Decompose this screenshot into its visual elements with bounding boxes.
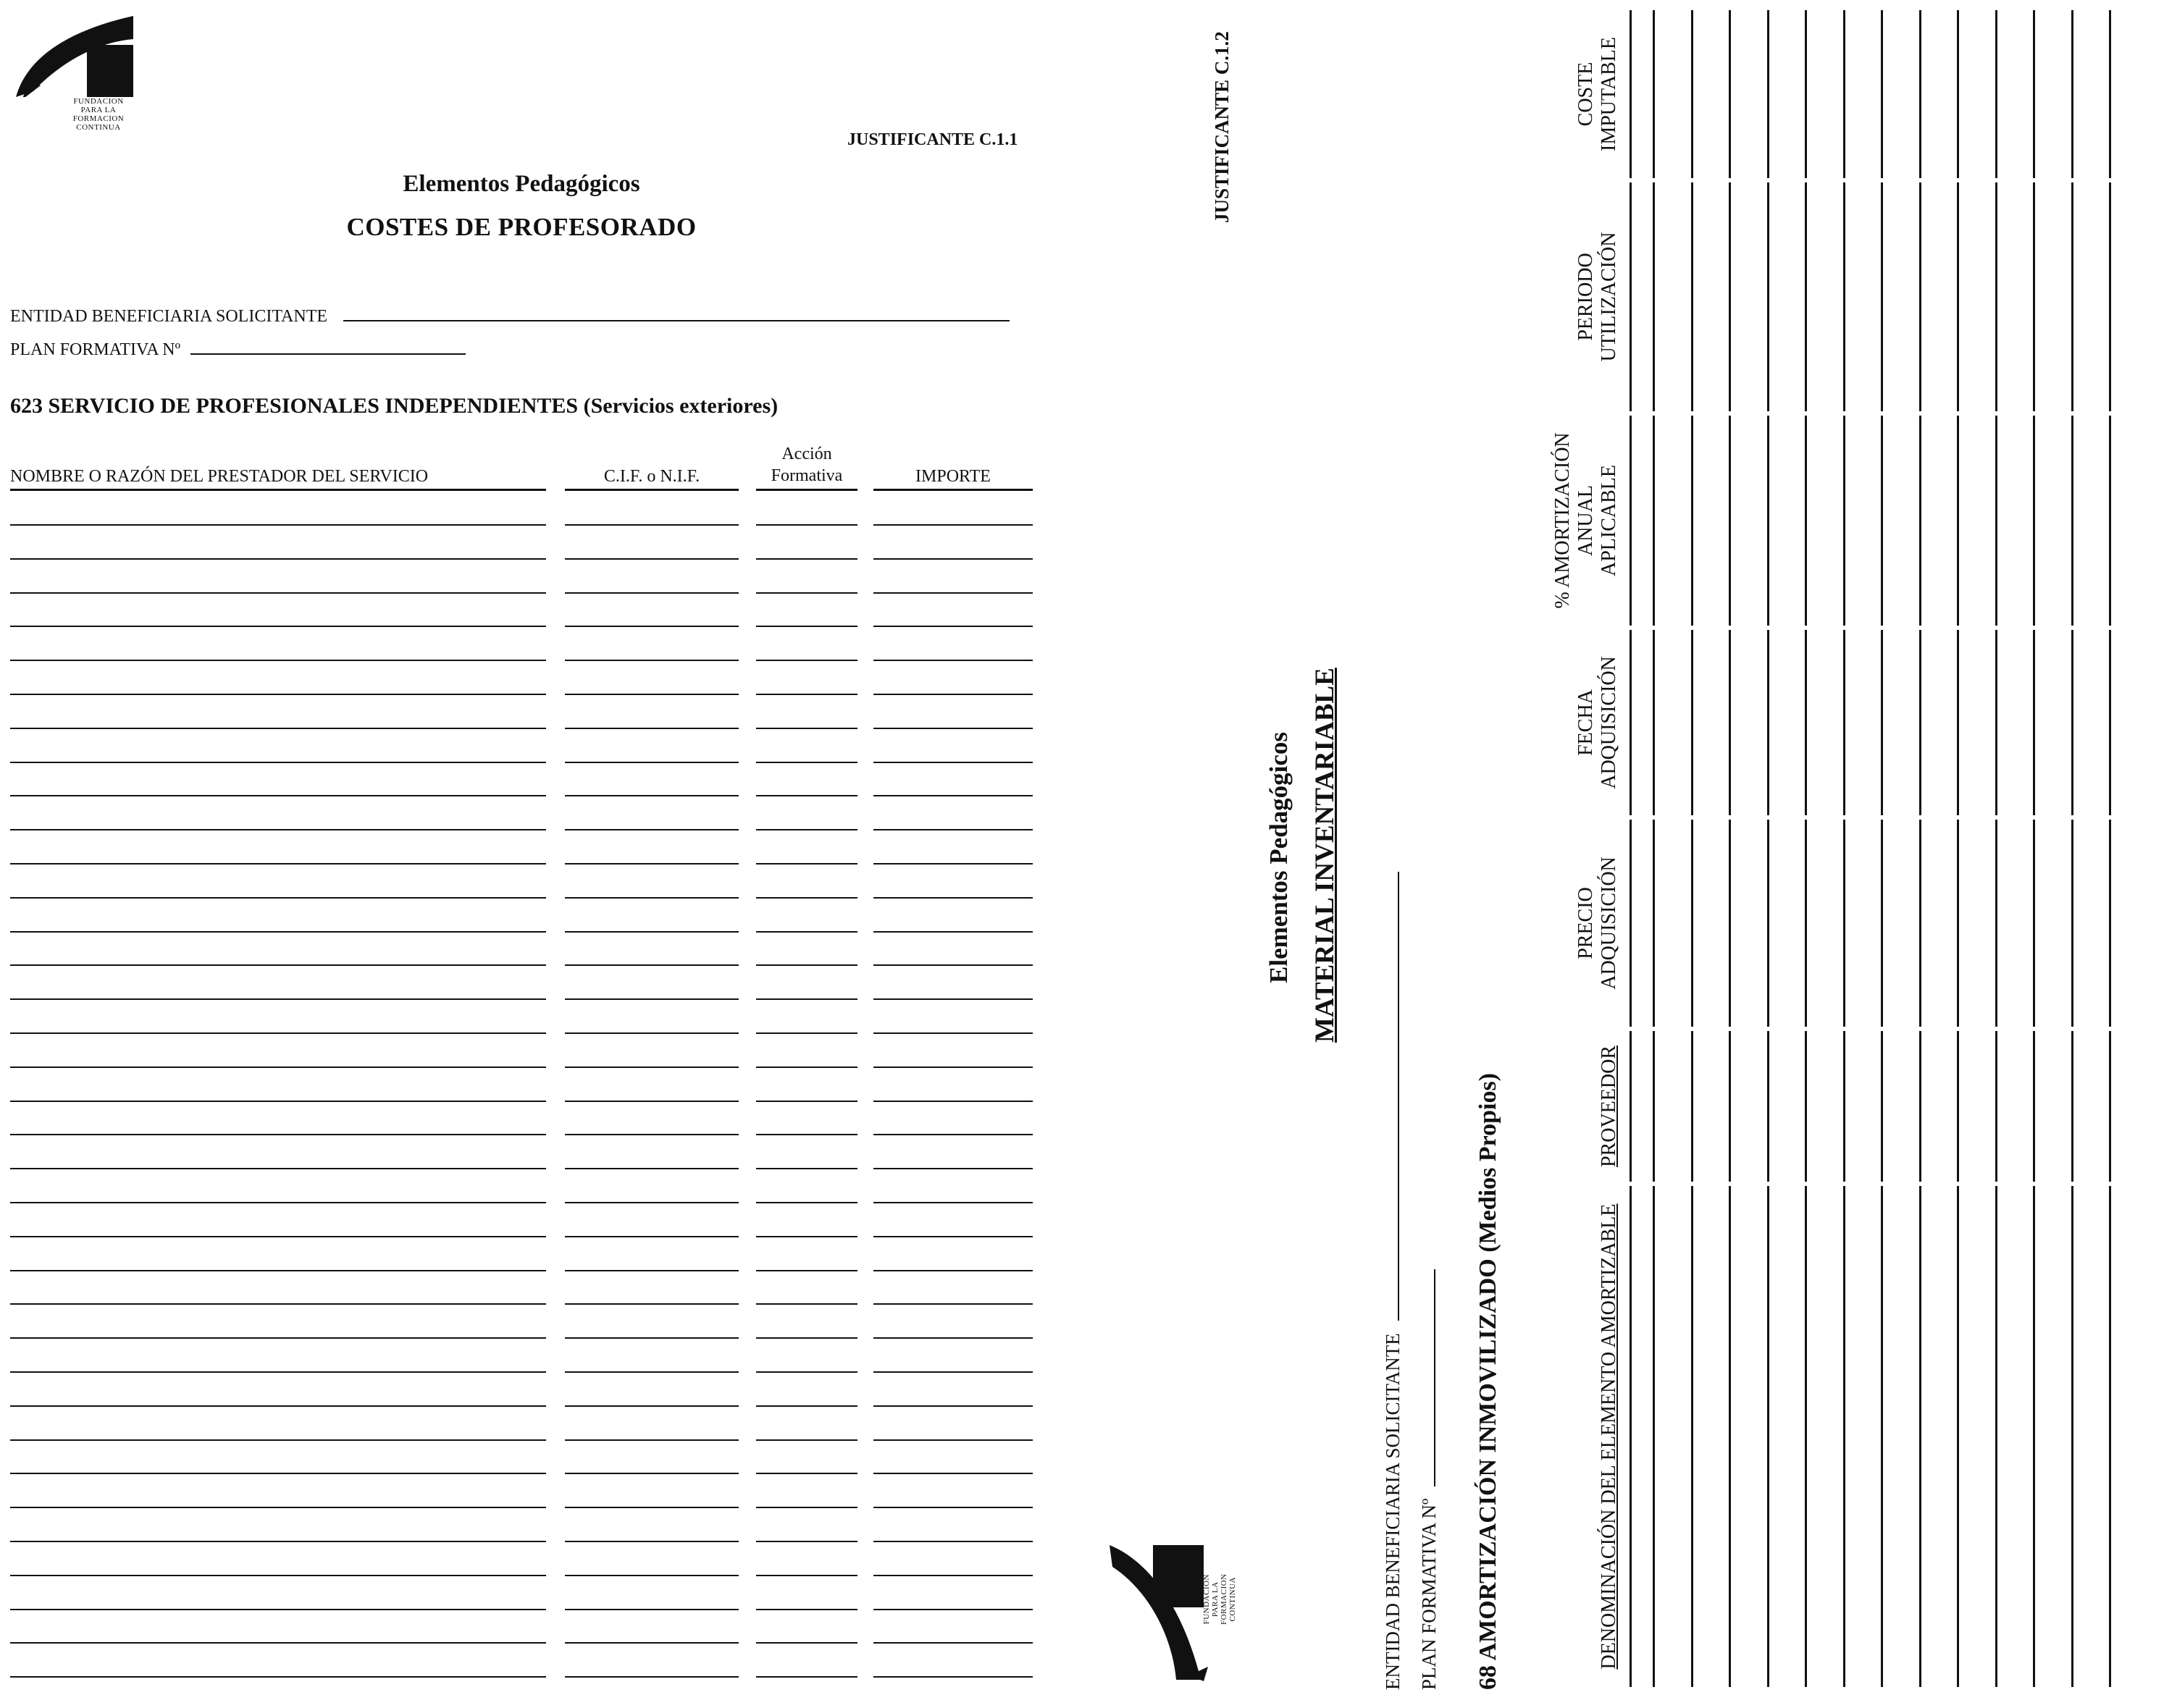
entry-line-importe[interactable] [873, 1270, 1033, 1271]
entry-line-nombre[interactable] [10, 998, 546, 1000]
entry-column-line[interactable] [1919, 630, 1921, 815]
entry-line-nombre[interactable] [10, 592, 546, 594]
entry-line-cif[interactable] [565, 863, 739, 864]
entry-line-nombre[interactable] [10, 728, 546, 729]
entry-line-nombre[interactable] [10, 694, 546, 695]
entidad-field-right [1382, 872, 1404, 1690]
entry-column-line[interactable] [1957, 820, 1959, 1027]
header-band-line-precio [1630, 820, 1632, 1027]
entry-column-line[interactable] [1919, 1186, 1921, 1687]
entry-line-cif[interactable] [565, 1609, 739, 1610]
fundacion-logo-right-icon [1110, 1538, 1211, 1683]
logo-caption: FUNDACION PARA LA FORMACION CONTINUA [72, 97, 125, 132]
entry-line-accion[interactable] [756, 626, 857, 627]
entry-line-importe[interactable] [873, 1067, 1033, 1068]
entry-column-line[interactable] [1957, 10, 1959, 178]
entry-column-line[interactable] [1843, 10, 1845, 178]
entry-line-cif[interactable] [565, 1337, 739, 1339]
entry-line-nombre[interactable] [10, 931, 546, 933]
entry-line-cif[interactable] [565, 1473, 739, 1474]
entry-line-importe[interactable] [873, 1236, 1033, 1237]
entry-column-line[interactable] [2109, 416, 2111, 626]
entry-line-cif[interactable] [565, 1642, 739, 1644]
entry-line-nombre[interactable] [10, 829, 546, 830]
entry-column-line[interactable] [1729, 1031, 1731, 1182]
fundacion-logo-icon [12, 10, 135, 97]
entry-line-importe[interactable] [873, 1032, 1033, 1034]
entry-line-importe[interactable] [873, 762, 1033, 763]
entry-line-nombre[interactable] [10, 1202, 546, 1203]
header-band-line-denominacion [1630, 1186, 1632, 1687]
entry-line-importe[interactable] [873, 660, 1033, 661]
form-subtitle-right: MATERIAL INVENTARIABLE [1310, 668, 1340, 1043]
entry-column-line[interactable] [1653, 416, 1655, 626]
entry-column-line[interactable] [1805, 1031, 1807, 1182]
entry-line-importe[interactable] [873, 524, 1033, 526]
plan-label: PLAN FORMATIVA Nº [10, 340, 181, 359]
entry-line-importe[interactable] [873, 931, 1033, 933]
entry-line-nombre[interactable] [10, 1337, 546, 1339]
entry-column-line[interactable] [1957, 1186, 1959, 1687]
entry-line-importe[interactable] [873, 897, 1033, 899]
entry-line-importe[interactable] [873, 795, 1033, 796]
entry-line-importe[interactable] [873, 1405, 1033, 1407]
entry-line-importe[interactable] [873, 1202, 1033, 1203]
col-header-importe: IMPORTE [915, 467, 991, 486]
entry-column-line[interactable] [1957, 416, 1959, 626]
entry-column-line[interactable] [1843, 630, 1845, 815]
entry-column-line[interactable] [2033, 416, 2035, 626]
entry-line-importe[interactable] [873, 1507, 1033, 1508]
entry-column-line[interactable] [1919, 820, 1921, 1027]
entry-column-line[interactable] [1653, 10, 1655, 178]
entry-line-accion[interactable] [756, 1405, 857, 1407]
entry-column-line[interactable] [1691, 820, 1693, 1027]
entry-column-line[interactable] [1729, 182, 1731, 411]
entry-line-accion[interactable] [756, 795, 857, 796]
entry-line-accion[interactable] [756, 931, 857, 933]
entry-line-cif[interactable] [565, 1303, 739, 1305]
entry-column-line[interactable] [2109, 820, 2111, 1027]
entry-line-accion[interactable] [756, 829, 857, 830]
section-heading-right: 68 AMORTIZACIÓN INMOVILIZADO (Medios Propios) [1475, 1073, 1501, 1690]
entry-column-line[interactable] [2109, 1186, 2111, 1687]
entry-line-accion[interactable] [756, 1371, 857, 1373]
entry-line-accion[interactable] [756, 964, 857, 966]
entry-line-importe[interactable] [873, 1439, 1033, 1441]
entry-line-cif[interactable] [565, 1202, 739, 1203]
entry-line-importe[interactable] [873, 1168, 1033, 1169]
entry-column-line[interactable] [2071, 1031, 2073, 1182]
entry-column-line[interactable] [1843, 820, 1845, 1027]
entry-line-nombre[interactable] [10, 762, 546, 763]
header-band-line-coste [1630, 10, 1632, 178]
entry-line-importe[interactable] [873, 1303, 1033, 1305]
entry-line-cif[interactable] [565, 728, 739, 729]
entry-column-line[interactable] [1805, 1186, 1807, 1687]
entry-column-line[interactable] [1767, 1186, 1769, 1687]
entry-line-accion[interactable] [756, 694, 857, 695]
entry-line-importe[interactable] [873, 1473, 1033, 1474]
entry-column-line[interactable] [1691, 416, 1693, 626]
entry-column-line[interactable] [1805, 630, 1807, 815]
entry-column-line[interactable] [1995, 1031, 1997, 1182]
entry-line-cif[interactable] [565, 931, 739, 933]
header-band-line-proveedor [1630, 1031, 1632, 1182]
entry-column-line[interactable] [1995, 630, 1997, 815]
entry-line-accion[interactable] [756, 1202, 857, 1203]
entry-column-line[interactable] [2071, 10, 2073, 178]
entry-line-importe[interactable] [873, 1642, 1033, 1644]
col-header-nombre: NOMBRE O RAZÓN DEL PRESTADOR DEL SERVICIO [10, 467, 429, 486]
entry-line-nombre[interactable] [10, 964, 546, 966]
entry-line-nombre[interactable] [10, 1642, 546, 1644]
entry-line-cif[interactable] [565, 1270, 739, 1271]
col-header-coste: COSTE IMPUTABLE [1574, 37, 1620, 151]
entry-column-line[interactable] [1767, 1031, 1769, 1182]
entry-line-accion[interactable] [756, 1473, 857, 1474]
entry-line-accion[interactable] [756, 1642, 857, 1644]
entry-line-importe[interactable] [873, 1371, 1033, 1373]
entry-column-line[interactable] [1767, 10, 1769, 178]
entry-column-line[interactable] [1805, 182, 1807, 411]
entry-column-line[interactable] [2033, 182, 2035, 411]
entry-column-line[interactable] [2071, 416, 2073, 626]
entry-line-nombre[interactable] [10, 1439, 546, 1441]
plan-field [10, 340, 466, 360]
entry-line-accion[interactable] [756, 1541, 857, 1542]
entry-column-line[interactable] [1729, 1186, 1731, 1687]
entry-line-cif[interactable] [565, 1371, 739, 1373]
entry-column-line[interactable] [1691, 1186, 1693, 1687]
entry-line-nombre[interactable] [10, 1236, 546, 1237]
entry-line-cif[interactable] [565, 1236, 739, 1237]
entry-line-nombre[interactable] [10, 863, 546, 864]
entry-column-line[interactable] [2033, 1031, 2035, 1182]
entry-line-cif[interactable] [565, 626, 739, 627]
entry-line-cif[interactable] [565, 1507, 739, 1508]
entry-column-line[interactable] [1919, 182, 1921, 411]
entry-line-nombre[interactable] [10, 1371, 546, 1373]
entry-line-accion[interactable] [756, 1575, 857, 1576]
logo-fundacion [12, 10, 135, 148]
entry-line-cif[interactable] [565, 592, 739, 594]
entry-line-cif[interactable] [565, 1168, 739, 1169]
entry-column-line[interactable] [1919, 1031, 1921, 1182]
entry-line-accion[interactable] [756, 1032, 857, 1034]
entry-line-cif[interactable] [565, 829, 739, 830]
entry-line-cif[interactable] [565, 897, 739, 899]
entry-line-accion[interactable] [756, 592, 857, 594]
entry-line-importe[interactable] [873, 1609, 1033, 1610]
entry-line-importe[interactable] [873, 1676, 1033, 1678]
entry-line-importe[interactable] [873, 1575, 1033, 1576]
col-header-denominacion: DENOMINACIÓN DEL ELEMENTO AMORTIZABLE [1598, 1203, 1620, 1670]
entidad-input-line[interactable] [343, 320, 1010, 321]
entry-line-nombre[interactable] [10, 1609, 546, 1610]
header-underline-accion [756, 489, 857, 491]
entidad-field [10, 307, 1010, 327]
entry-column-line[interactable] [1729, 416, 1731, 626]
header-band-line-fecha [1630, 630, 1632, 815]
justificante-code: JUSTIFICANTE C.1.1 [847, 130, 1018, 149]
entidad-label-right: ENTIDAD BENEFICIARIA SOLICITANTE [1382, 1333, 1404, 1690]
entry-line-cif[interactable] [565, 1676, 739, 1678]
entry-line-importe[interactable] [873, 626, 1033, 627]
entry-line-cif[interactable] [565, 1541, 739, 1542]
entry-column-line[interactable] [1957, 182, 1959, 411]
header-band-line-amortizacion [1630, 416, 1632, 626]
section-heading: 623 SERVICIO DE PROFESIONALES INDEPENDIENTES (Servicios exteriores) [10, 394, 779, 418]
entry-line-accion[interactable] [756, 1337, 857, 1339]
logo-fundacion-right [1110, 1538, 1254, 1683]
entry-line-importe[interactable] [873, 558, 1033, 560]
entry-column-line[interactable] [1691, 1031, 1693, 1182]
entry-line-nombre[interactable] [10, 1473, 546, 1474]
entry-column-line[interactable] [2071, 182, 2073, 411]
entry-column-line[interactable] [1653, 630, 1655, 815]
entry-line-importe[interactable] [873, 863, 1033, 864]
entry-column-line[interactable] [1881, 416, 1883, 626]
entry-line-nombre[interactable] [10, 1575, 546, 1576]
entry-column-line[interactable] [1881, 1186, 1883, 1687]
entry-line-importe[interactable] [873, 1101, 1033, 1102]
entry-column-line[interactable] [2033, 630, 2035, 815]
entry-line-cif[interactable] [565, 1439, 739, 1441]
header-underline-nombre [10, 489, 546, 491]
entry-column-line[interactable] [1957, 630, 1959, 815]
entry-line-accion[interactable] [756, 1609, 857, 1610]
entry-column-line[interactable] [1843, 182, 1845, 411]
col-header-accion: Acción Formativa [771, 445, 843, 485]
entry-line-accion[interactable] [756, 1101, 857, 1102]
entry-column-line[interactable] [2033, 10, 2035, 178]
entry-line-nombre[interactable] [10, 1303, 546, 1305]
justificante-code-right: JUSTIFICANTE C.1.2 [1211, 31, 1233, 223]
entry-line-accion[interactable] [756, 1303, 857, 1305]
entry-column-line[interactable] [1881, 630, 1883, 815]
entry-column-line[interactable] [1957, 1031, 1959, 1182]
header-underline-cif [565, 489, 739, 491]
entry-line-cif[interactable] [565, 1101, 739, 1102]
entry-column-line[interactable] [2071, 630, 2073, 815]
entry-column-line[interactable] [1653, 1186, 1655, 1687]
entry-column-line[interactable] [1767, 630, 1769, 815]
entidad-input-line-right[interactable] [1398, 872, 1399, 1321]
entry-column-line[interactable] [1995, 820, 1997, 1027]
entry-line-accion[interactable] [756, 863, 857, 864]
entry-column-line[interactable] [2071, 1186, 2073, 1687]
entry-column-line[interactable] [1843, 1031, 1845, 1182]
col-header-fecha: FECHA ADQUISICIÓN [1574, 656, 1620, 789]
entry-column-line[interactable] [1995, 182, 1997, 411]
entry-line-accion[interactable] [756, 1168, 857, 1169]
entry-column-line[interactable] [1843, 1186, 1845, 1687]
entry-line-cif[interactable] [565, 795, 739, 796]
entry-line-cif[interactable] [565, 524, 739, 526]
entry-line-cif[interactable] [565, 660, 739, 661]
entry-column-line[interactable] [1691, 10, 1693, 178]
entry-line-accion[interactable] [756, 1270, 857, 1271]
entry-line-nombre[interactable] [10, 1507, 546, 1508]
entry-column-line[interactable] [1995, 10, 1997, 178]
entry-line-nombre[interactable] [10, 558, 546, 560]
entry-column-line[interactable] [1805, 10, 1807, 178]
entry-column-line[interactable] [1729, 630, 1731, 815]
entry-line-nombre[interactable] [10, 524, 546, 526]
entry-line-nombre[interactable] [10, 1067, 546, 1068]
entry-column-line[interactable] [1881, 820, 1883, 1027]
entry-column-line[interactable] [1691, 630, 1693, 815]
entry-line-nombre[interactable] [10, 1541, 546, 1542]
header-underline-importe [873, 489, 1033, 491]
entry-line-accion[interactable] [756, 1676, 857, 1678]
entry-line-importe[interactable] [873, 728, 1033, 729]
entry-line-cif[interactable] [565, 694, 739, 695]
entidad-label: ENTIDAD BENEFICIARIA SOLICITANTE [10, 307, 328, 326]
entry-line-cif[interactable] [565, 1134, 739, 1135]
entry-column-line[interactable] [1653, 1031, 1655, 1182]
col-header-proveedor: PROVEEDOR [1598, 1046, 1620, 1168]
entry-line-accion[interactable] [756, 728, 857, 729]
entry-line-nombre[interactable] [10, 660, 546, 661]
entry-column-line[interactable] [1729, 10, 1731, 178]
entry-column-line[interactable] [1805, 416, 1807, 626]
plan-field-right [1418, 1269, 1440, 1690]
entry-line-nombre[interactable] [10, 897, 546, 899]
entry-column-line[interactable] [1653, 820, 1655, 1027]
entry-line-nombre[interactable] [10, 1405, 546, 1407]
entry-line-importe[interactable] [873, 998, 1033, 1000]
entry-line-nombre[interactable] [10, 1168, 546, 1169]
entry-column-line[interactable] [1919, 416, 1921, 626]
entry-line-cif[interactable] [565, 1067, 739, 1068]
entry-column-line[interactable] [2071, 820, 2073, 1027]
entry-line-importe[interactable] [873, 964, 1033, 966]
entry-line-accion[interactable] [756, 998, 857, 1000]
entry-line-importe[interactable] [873, 1541, 1033, 1542]
entry-line-accion[interactable] [756, 558, 857, 560]
entry-column-line[interactable] [1881, 1031, 1883, 1182]
entry-line-cif[interactable] [565, 1032, 739, 1034]
entry-column-line[interactable] [1995, 1186, 1997, 1687]
entry-line-cif[interactable] [565, 762, 739, 763]
entry-column-line[interactable] [2033, 820, 2035, 1027]
form-title-right: Elementos Pedagógicos [1265, 731, 1293, 983]
entry-line-accion[interactable] [756, 1134, 857, 1135]
entry-line-accion[interactable] [756, 524, 857, 526]
entry-column-line[interactable] [1767, 182, 1769, 411]
entry-column-line[interactable] [2109, 182, 2111, 411]
entry-line-accion[interactable] [756, 1067, 857, 1068]
entry-column-line[interactable] [1995, 416, 1997, 626]
entry-column-line[interactable] [1843, 416, 1845, 626]
entry-line-nombre[interactable] [10, 795, 546, 796]
entry-line-cif[interactable] [565, 998, 739, 1000]
entry-line-accion[interactable] [756, 1507, 857, 1508]
entry-line-importe[interactable] [873, 1337, 1033, 1339]
entry-line-cif[interactable] [565, 558, 739, 560]
entry-line-nombre[interactable] [10, 1101, 546, 1102]
entry-line-importe[interactable] [873, 1134, 1033, 1135]
entry-column-line[interactable] [1653, 182, 1655, 411]
entry-column-line[interactable] [1767, 820, 1769, 1027]
entry-line-nombre[interactable] [10, 1032, 546, 1034]
entry-line-importe[interactable] [873, 694, 1033, 695]
entry-column-line[interactable] [1729, 820, 1731, 1027]
entry-line-cif[interactable] [565, 1405, 739, 1407]
plan-input-line[interactable] [190, 353, 466, 355]
entry-line-nombre[interactable] [10, 1270, 546, 1271]
entry-column-line[interactable] [2109, 630, 2111, 815]
entry-line-accion[interactable] [756, 1236, 857, 1237]
entry-column-line[interactable] [1767, 416, 1769, 626]
entry-line-cif[interactable] [565, 964, 739, 966]
entry-line-importe[interactable] [873, 592, 1033, 594]
entry-column-line[interactable] [1805, 820, 1807, 1027]
entry-line-accion[interactable] [756, 762, 857, 763]
entry-line-nombre[interactable] [10, 626, 546, 627]
entry-column-line[interactable] [1691, 182, 1693, 411]
entry-column-line[interactable] [2109, 10, 2111, 178]
entry-line-cif[interactable] [565, 1575, 739, 1576]
entry-line-importe[interactable] [873, 829, 1033, 830]
header-band-line-periodo [1630, 182, 1632, 411]
entry-line-nombre[interactable] [10, 1676, 546, 1678]
logo-caption-right: FUNDACION PARA LA FORMACION CONTINUA [1202, 1573, 1237, 1625]
entry-column-line[interactable] [2033, 1186, 2035, 1687]
col-header-cif: C.I.F. o N.I.F. [603, 467, 700, 486]
entry-line-accion[interactable] [756, 897, 857, 899]
entry-column-line[interactable] [1881, 10, 1883, 178]
entry-column-line[interactable] [1881, 182, 1883, 411]
entry-line-accion[interactable] [756, 1439, 857, 1441]
form-title: Elementos Pedagógicos [403, 171, 640, 197]
entry-column-line[interactable] [1919, 10, 1921, 178]
plan-input-line-right[interactable] [1434, 1269, 1435, 1486]
col-header-periodo: PERIODO UTILIZACIÓN [1574, 232, 1620, 362]
col-header-precio: PRECIO ADQUISICIÓN [1574, 857, 1620, 990]
entry-column-line[interactable] [2109, 1031, 2111, 1182]
plan-label-right: PLAN FORMATIVA Nº [1418, 1498, 1440, 1690]
entry-line-nombre[interactable] [10, 1134, 546, 1135]
col-header-amortizacion: % AMORTIZACIÓN ANUAL APLICABLE [1551, 432, 1620, 609]
form-subtitle: COSTES DE PROFESORADO [346, 213, 697, 241]
entry-line-accion[interactable] [756, 660, 857, 661]
